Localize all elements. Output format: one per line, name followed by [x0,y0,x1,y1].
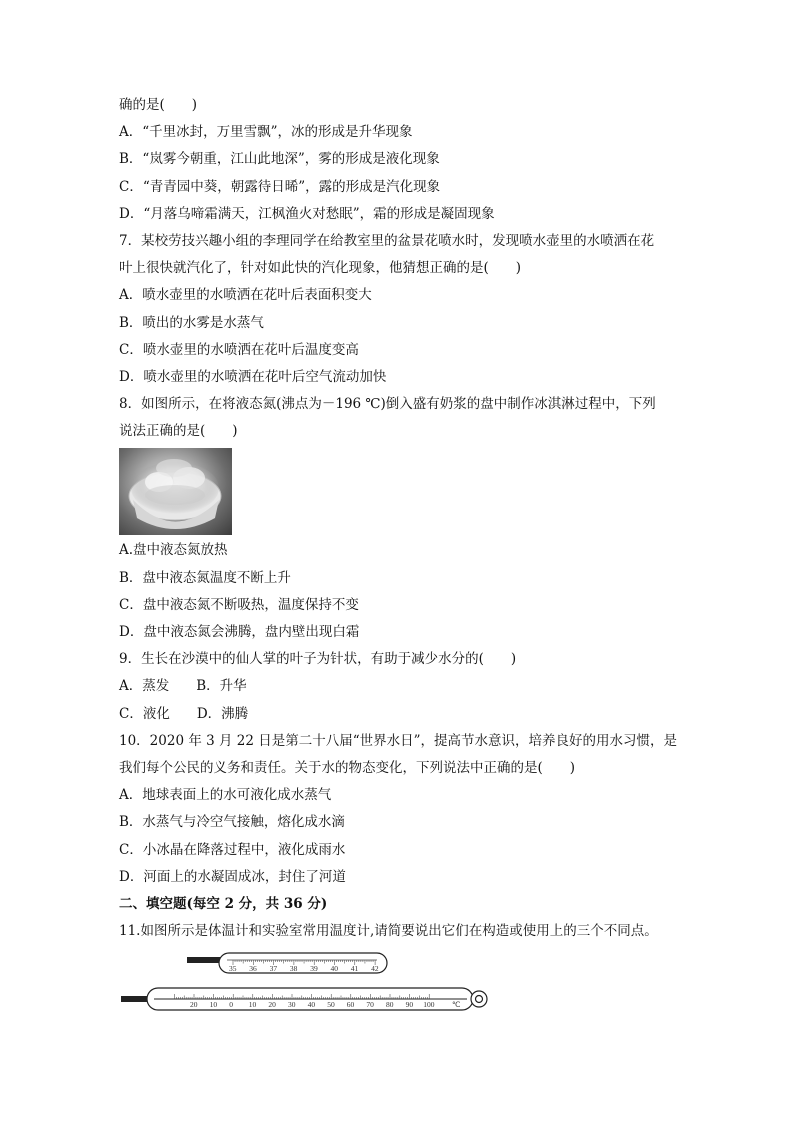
q8-stem-2: 说法正确的是( ) [119,423,238,440]
lab-tick-label: 10 [209,1000,218,1010]
q7-stem-2: 叶上很快就汽化了，针对如此快的汽化现象，他猜想正确的是( ) [119,260,522,277]
clinical-tick-label: 36 [249,964,257,974]
thermometers-figure [119,951,689,1055]
q6-option-c: C．“青青园中葵，朝露待日晞”，露的形成是汽化现象 [119,178,441,195]
lab-thermometer-hang-ring [471,991,487,1007]
q6-option-a: A．“千里冰封，万里雪飘”，冰的形成是升华现象 [119,124,413,141]
q7-option-b: B．喷出的水雾是水蒸气 [119,314,264,331]
lab-tick-label: 80 [386,1000,394,1010]
lab-tick-label: 10 [248,1000,257,1010]
q10-option-a: A．地球表面上的水可液化成水蒸气 [119,787,332,804]
clinical-tick-label: 42 [371,964,379,974]
lab-tick-label: 50 [327,1000,335,1010]
lab-tick-label: 60 [346,1000,355,1010]
thermometers-svg [119,951,689,1051]
q7-option-c: C．喷水壶里的水喷洒在花叶后温度变高 [119,341,359,358]
lab-tick-label: 100 [423,1000,435,1010]
clinical-tick-label: 35 [229,964,237,974]
lab-tick-label: 30 [288,1000,296,1010]
lab-unit-label: ℃ [452,1000,461,1010]
clinical-tick-label: 41 [350,964,359,974]
lab-tick-label: 20 [268,1000,276,1010]
clinical-thermometer [187,953,387,973]
q9-options-ab: A．蒸发 B．升华 [119,678,247,695]
lab-tick-label: 20 [190,1000,198,1010]
q10-stem-2: 我们每个公民的义务和责任。关于水的物态变化，下列说法中正确的是( ) [119,759,576,776]
q9-options-cd: C．液化 D．沸腾 [119,705,249,722]
q8-option-b: B．盘中液态氮温度不断上升 [119,569,291,586]
q6-option-d: D．“月落乌啼霜满天，江枫渔火对愁眠”，霜的形成是凝固现象 [119,205,495,222]
lab-tick-label: 70 [366,1000,374,1010]
clinical-tick-label: 38 [289,964,298,974]
q6-option-b: B．“岚雾今朝重，江山此地深”，雾的形成是液化现象 [119,151,440,168]
q8-option-a: A.盘中液态氮放热 [119,542,228,559]
q10-option-d: D．河面上的水凝固成冰，封住了河道 [119,868,346,885]
clinical-tick-label: 39 [310,964,318,974]
q8-stem-1: 8．如图所示，在将液态氮(沸点为－196 ℃)倒入盛有奶浆的盘中制作冰淇淋过程中，下列 [119,396,656,413]
q11-stem: 11.如图所示是体温计和实验室常用温度计,请简要说出它们在构造或使用上的三个不同点。 [119,923,658,940]
q7-option-d: D．喷水壶里的水喷洒在花叶后空气流动加快 [119,368,387,385]
q10-stem-1: 10．2020 年 3 月 22 日是第二十八届“世界水日”，提高节水意识，培养良好的用水习惯，是 [119,732,678,749]
clinical-tick-label: 40 [330,964,338,974]
exam-page [119,92,689,1055]
q10-option-b: B．水蒸气与冷空气接触，熔化成水滴 [119,814,345,831]
text-line: 确的是( ) [119,97,198,113]
section-title: 二、填空题(每空 2 分，共 36 分) [119,895,328,912]
liquid-nitrogen-bowl-photo [119,448,232,535]
bowl-photo-illustration [119,448,232,535]
q9-stem: 9．生长在沙漠中的仙人掌的叶子为针状，有助于减少水分的( ) [119,651,517,668]
q7-option-a: A．喷水壶里的水喷洒在花叶后表面积变大 [119,287,372,304]
lab-tick-label: 40 [307,1000,316,1010]
lab-tick-label: 90 [405,1000,414,1010]
lab-tick-label: 0 [229,1000,233,1010]
q8-option-d: D．盘中液态氮会沸腾，盘内壁出现白霜 [119,624,360,640]
lab-thermometer [121,988,487,1010]
clinical-tick-label: 37 [269,964,278,974]
q8-option-c: C．盘中液态氮不断吸热，温度保持不变 [119,596,359,613]
q10-option-c: C．小冰晶在降落过程中，液化成雨水 [119,841,346,858]
q7-stem-1: 7．某校劳技兴趣小组的李理同学在给教室里的盆景花喷水时，发现喷水壶里的水喷洒在花 [119,232,655,249]
